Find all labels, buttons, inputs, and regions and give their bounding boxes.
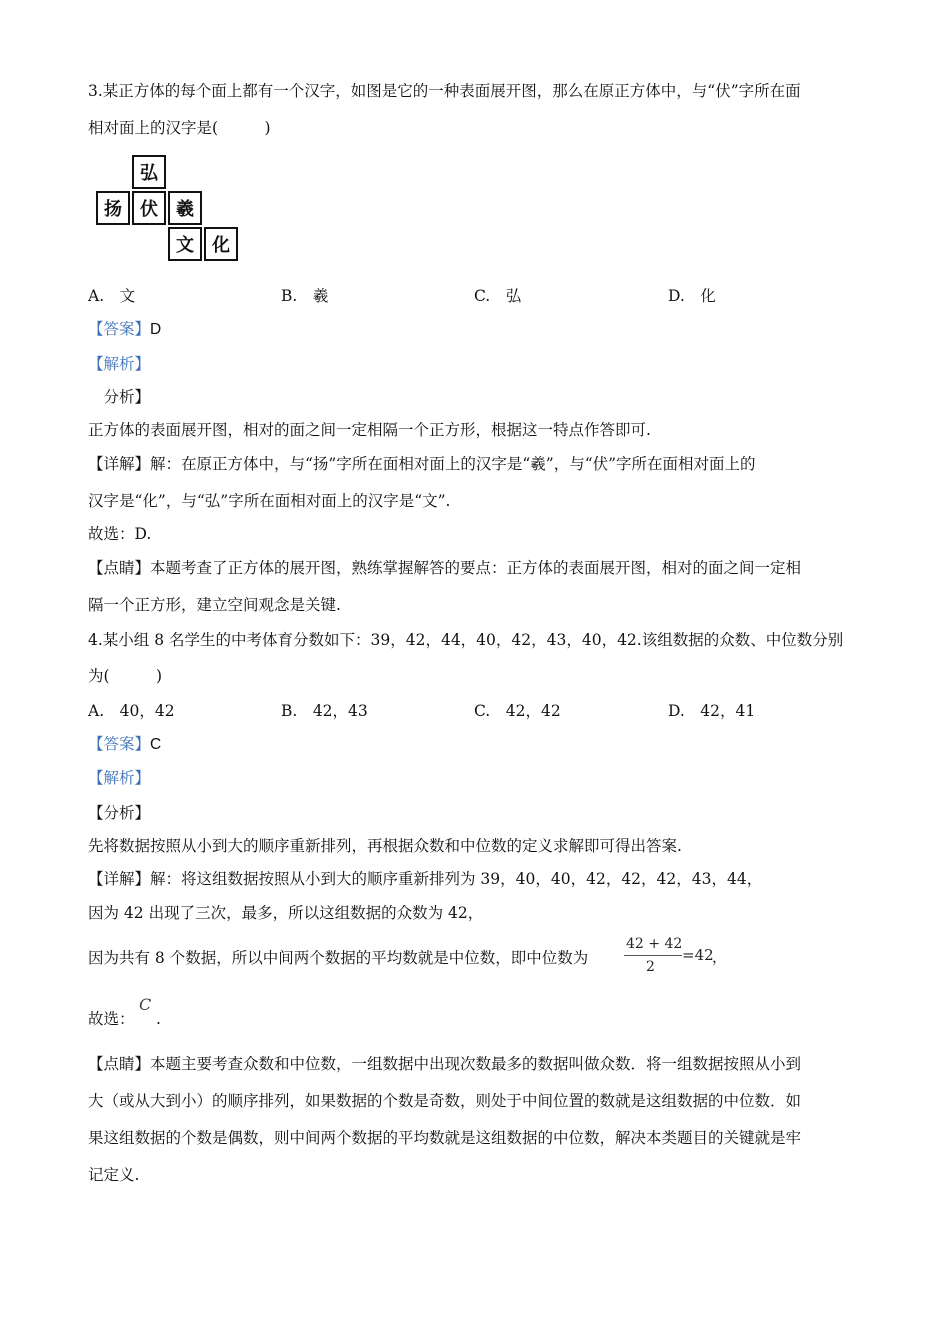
choose-end: . [156,1010,161,1028]
fraction-bar [624,955,682,956]
q3-option-d: D. 化 [668,287,716,305]
fraction-numerator: 42 + 42 [626,936,683,952]
analysis-tag: 【解析】 [88,355,151,373]
q3-stem-line2: 相对面上的汉字是( ) [88,119,271,137]
q3-stem-line1: 3.某正方体的每个面上都有一个汉字，如图是它的一种表面展开图，那么在原正方体中，与“伏”字所在面 [88,82,801,100]
q4-stem-line2: 为( ) [88,667,163,685]
q4-detail-line1: 【详解】解：将这组数据按照从小到大的顺序重新排列为 39，40，40，42，42，42，43，44， [88,870,763,888]
choose-letter: C [139,995,152,1014]
q3-review-line2: 隔一个正方形，建立空间观念是关键. [88,596,341,614]
answer-tag: 【答案】 [88,735,151,753]
q3-detail-line1: 【详解】解：在原正方体中，与“扬”字所在面相对面上的汉字是“羲”，与“伏”字所在面相对面上的 [88,455,756,473]
fraction-result: =42 [682,946,714,964]
q4-detail-line2: 因为 42 出现了三次，最多，所以这组数据的众数为 42， [88,904,484,922]
cube-net-figure [96,155,241,267]
q3-answer-row [88,319,161,340]
analysis-tag: 【解析】 [88,769,151,787]
q4-review-line4: 记定义. [88,1166,140,1184]
net-cell-bottom-right: 化 [204,227,238,261]
q3-detail-line2: 汉字是“化”，与“弘”字所在面相对面上的汉字是“文”. [88,492,451,510]
q3-option-b: B. 羲 [281,287,329,305]
answer-letter: D [150,321,162,338]
fraction-denominator: 2 [646,959,655,975]
net-cell-top: 弘 [132,155,166,189]
net-cell-bottom-left: 文 [168,227,202,261]
q3-review-line1: 【点睛】本题考查了正方体的展开图，熟练掌握解答的要点：正方体的表面展开图，相对的面之间一定相 [88,559,802,577]
q4-detail-line3: 因为共有 8 个数据，所以中间两个数据的平均数就是中位数，即中位数为 [88,949,589,967]
q4-stem-line1: 4.某小组 8 名学生的中考体育分数如下：39，42，44，40，42，43，40，42.该组数据的众数、中位数分别 [88,631,844,649]
q3-option-c: C. 弘 [474,287,522,305]
answer-letter: C [150,736,162,753]
q4-answer-row [88,734,161,755]
q4-review-line1: 【点睛】本题主要考查众数和中位数，一组数据中出现次数最多的数据叫做众数．将一组数据按照从小到 [88,1055,802,1073]
q4-fenxi-text: 先将数据按照从小到大的顺序重新排列，再根据众数和中位数的定义求解即可得出答案. [88,837,682,855]
answer-tag: 【答案】 [88,320,151,338]
q4-review-line2: 大（或从大到小）的顺序排列，如果数据的个数是奇数，则处于中间位置的数就是这组数据的中位数．如 [88,1092,802,1110]
fraction-tail: ， [712,948,728,966]
q3-choose: 故选：D. [88,525,152,543]
net-cell-right: 羲 [168,191,202,225]
net-cell-left: 扬 [96,191,130,225]
q4-option-a: A. 40，42 [88,702,175,720]
choose-label: 故选： [88,1010,135,1028]
q4-review-line3: 果这组数据的个数是偶数，则中间两个数据的平均数就是这组数据的中位数，解决本类题目的关键就是牢 [88,1129,802,1147]
q4-option-b: B. 42，43 [281,702,368,720]
q4-choose-row [88,1009,135,1029]
q3-option-a: A. 文 [88,287,136,305]
q3-fenxi-text: 正方体的表面展开图，相对的面之间一定相隔一个正方形，根据这一特点作答即可. [88,421,651,439]
q4-fenxi-heading: 【分析】 [88,804,151,822]
q4-option-d: D. 42，41 [668,702,756,720]
net-cell-center: 伏 [132,191,166,225]
q4-option-c: C. 42，42 [474,702,561,720]
q3-fenxi-heading: 分析】 [88,388,151,406]
